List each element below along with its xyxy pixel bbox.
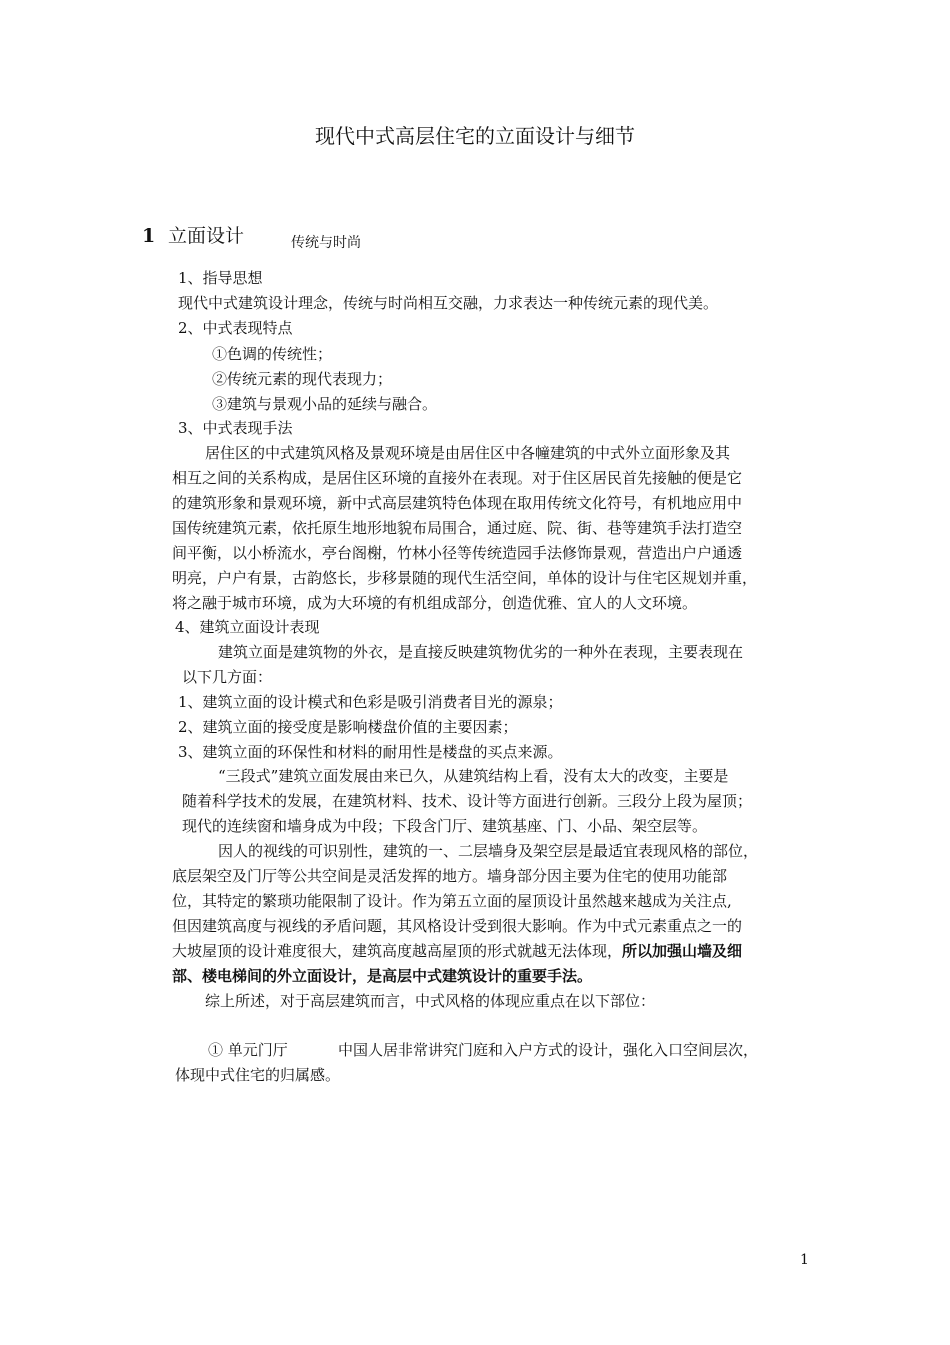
paragraph-line: 相互之间的关系构成，是居住区环境的直接外在表现。对于住区居民首先接触的便是它 bbox=[172, 469, 743, 487]
list-item: 2、建筑立面的接受度是影响楼盘价值的主要因素； bbox=[178, 718, 518, 736]
paragraph-line: 体现中式住宅的归属感。 bbox=[175, 1066, 341, 1084]
paragraph-line: 因人的视线的可识别性，建筑的一、二层墙身及架空层是最适宜表现风格的部位， bbox=[218, 842, 759, 860]
paragraph-line: 国传统建筑元素，依托原生地形地貌布局围合，通过庭、院、街、巷等建筑手法打造空 bbox=[172, 519, 743, 537]
paragraph-line: 中国人居非常讲究门庭和入户方式的设计，强化入口空间层次， bbox=[338, 1041, 759, 1059]
document-title: 现代中式高层住宅的立面设计与细节 bbox=[315, 124, 635, 148]
paragraph-line: 现代的连续窗和墙身成为中段；下段含门厅、建筑基座、门、小品、架空层等。 bbox=[182, 817, 708, 835]
paragraph-line: “三段式”建筑立面发展由来已久，从建筑结构上看，没有太大的改变，主要是 bbox=[218, 767, 729, 785]
heading-techniques: 3、中式表现手法 bbox=[178, 419, 293, 437]
bold-paragraph-line: 部、楼电梯间的外立面设计，是高层中式建筑设计的重要手法。 bbox=[172, 967, 593, 985]
heading-facade: 4、建筑立面设计表现 bbox=[175, 618, 320, 636]
paragraph-line: 但因建筑高度与视线的矛盾问题，其风格设计受到很大影响。作为中式元素重点之一的 bbox=[172, 917, 743, 935]
heading-guiding-idea: 1、指导思想 bbox=[178, 269, 263, 287]
paragraph-line: 综上所述，对于高层建筑而言，中式风格的体现应重点在以下部位： bbox=[205, 992, 656, 1010]
paragraph-line: 建筑立面是建筑物的外衣，是直接反映建筑物优劣的一种外在表现，主要表现在 bbox=[218, 643, 744, 661]
paragraph-line: 底层架空及门厅等公共空间是灵活发挥的地方。墙身部分因主要为住宅的使用功能部 bbox=[172, 867, 728, 885]
section-title: 立面设计 bbox=[168, 225, 245, 247]
section-number: 1 bbox=[142, 225, 156, 247]
text-run: 大坡屋顶的设计难度很大，建筑高度越高屋顶的形式就越无法体现， bbox=[172, 942, 623, 960]
paragraph-line: 将之融于城市环境，成为大环境的有机组成部分，创造优雅、宜人的人文环境。 bbox=[172, 594, 698, 612]
list-item-label: ① 单元门厅 bbox=[208, 1041, 288, 1059]
page-number: 1 bbox=[800, 1252, 809, 1268]
list-item: ②传统元素的现代表现力； bbox=[212, 370, 393, 388]
bold-text-run: 所以加强山墙及细 bbox=[622, 942, 743, 960]
paragraph-line bbox=[172, 941, 742, 961]
paragraph-line: 间平衡，以小桥流水，亭台阁榭，竹林小径等传统造园手法修饰景观，营造出户户通透 bbox=[172, 544, 743, 562]
list-item: ③建筑与景观小品的延续与融合。 bbox=[212, 395, 438, 413]
paragraph-line: 的建筑形象和景观环境，新中式高层建筑特色体现在取用传统文化符号，有机地应用中 bbox=[172, 494, 743, 512]
paragraph-line: 位，其特定的繁琐功能限制了设计。作为第五立面的屋顶设计虽然越来越成为关注点, bbox=[172, 892, 732, 910]
section-subtitle: 传统与时尚 bbox=[291, 235, 361, 251]
paragraph-line: 随着科学技术的发展，在建筑材料、技术、设计等方面进行创新。三段分上段为屋顶； bbox=[182, 792, 753, 810]
paragraph-line: 明亮，户户有景，古韵悠长，步移景随的现代生活空间，单体的设计与住宅区规划并重， bbox=[172, 569, 758, 587]
list-item: 3、建筑立面的环保性和材料的耐用性是楼盘的买点来源。 bbox=[178, 743, 563, 761]
list-item: 1、建筑立面的设计模式和色彩是吸引消费者目光的源泉； bbox=[178, 693, 563, 711]
paragraph-line: 以下几方面： bbox=[182, 668, 273, 686]
list-item: ①色调的传统性； bbox=[212, 345, 333, 363]
heading-features: 2、中式表现特点 bbox=[178, 319, 293, 337]
paragraph-line: 居住区的中式建筑风格及景观环境是由居住区中各幢建筑的中式外立面形象及其 bbox=[205, 444, 731, 462]
paragraph-line: 现代中式建筑设计理念，传统与时尚相互交融，力求表达一种传统元素的现代美。 bbox=[178, 294, 719, 312]
